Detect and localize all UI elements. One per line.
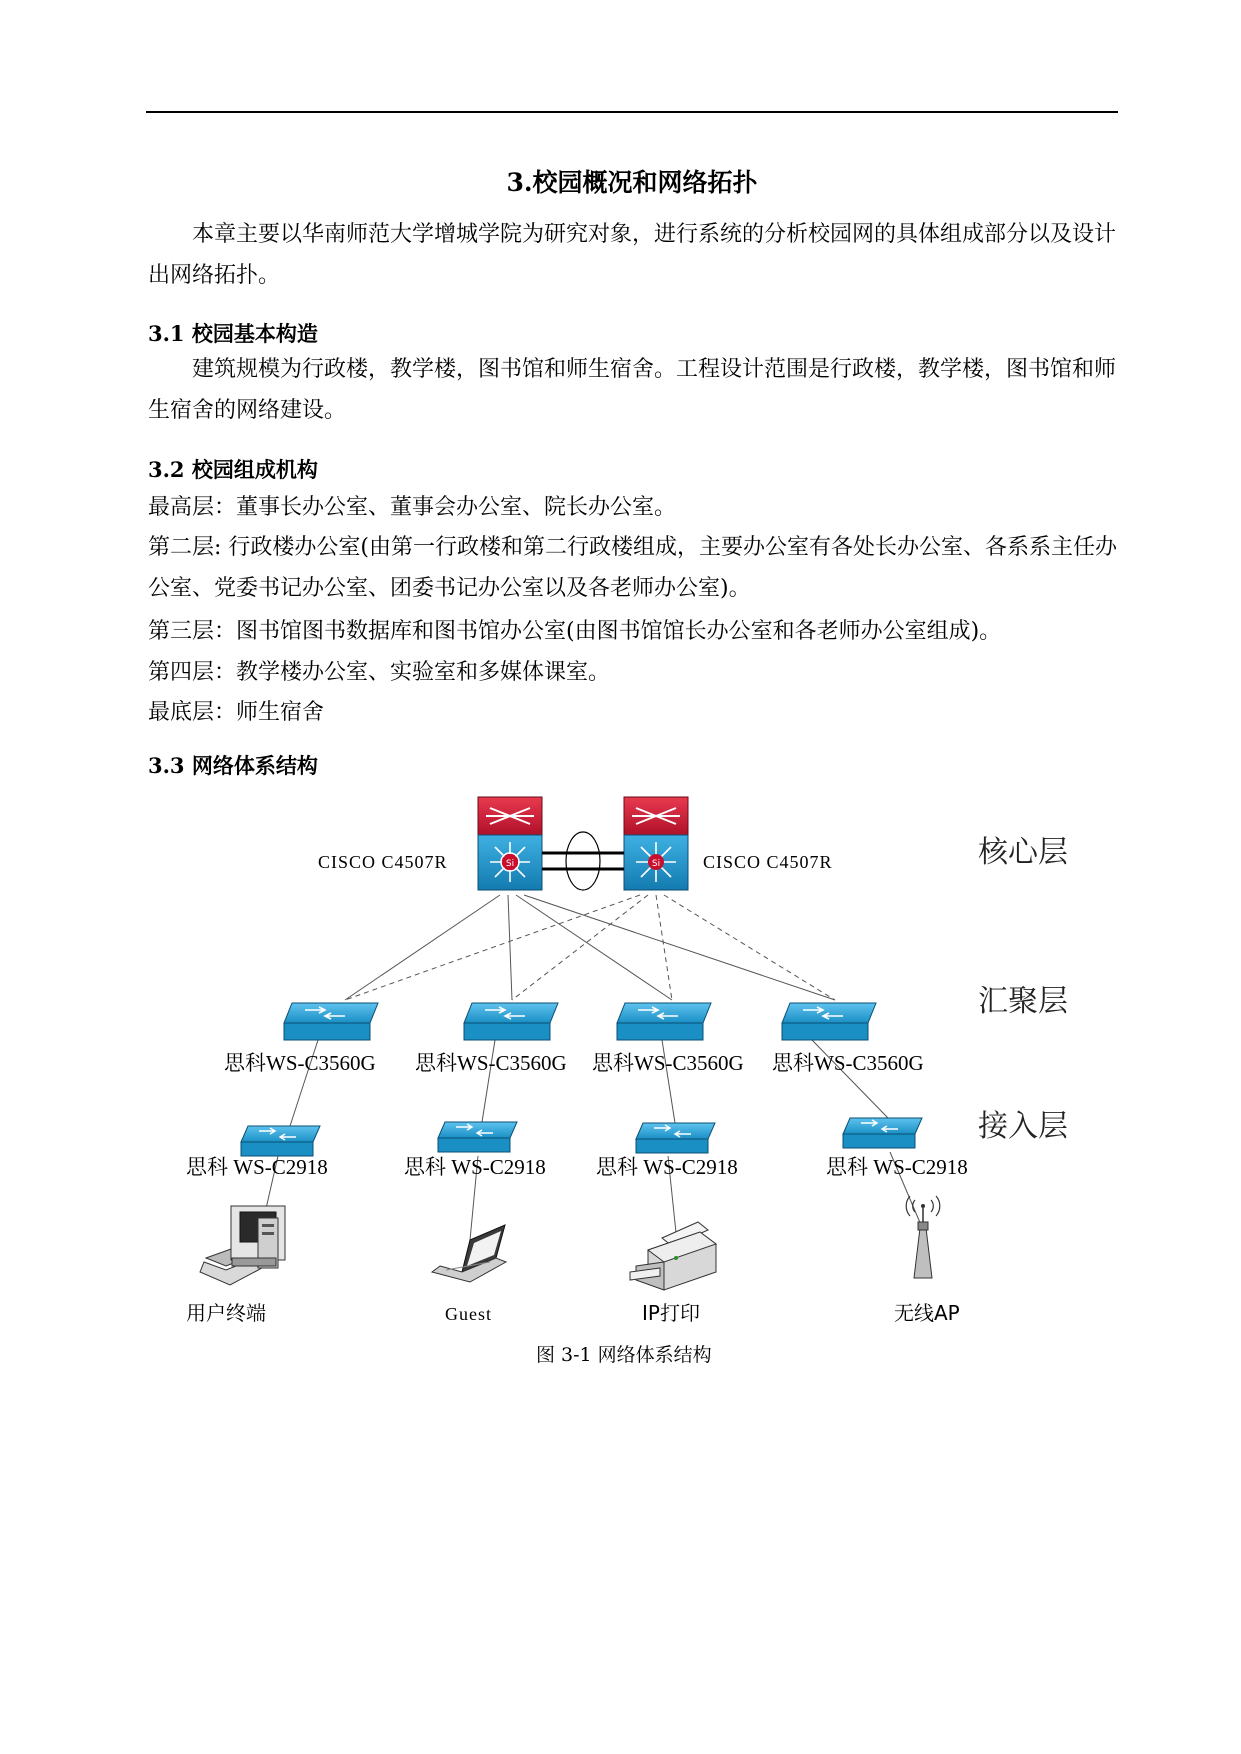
org-line-2: 第二层: 行政楼办公室(由第一行政楼和第二行政楼组成，主要办公室有各处长办公室、各系系主任办公室、党委书记办公室、团委书记办公室以及各老师办公室)。 — [148, 535, 1117, 601]
intro-paragraph: 本章主要以华南师范大学增城学院为研究对象，进行系统的分析校园网的具体组成部分以及设计出网络拓扑。 — [148, 222, 1117, 288]
link-core1-dist3 — [516, 895, 672, 1000]
access-label-2: 思科 WS-C2918 — [404, 1155, 546, 1179]
access-label-4: 思科 WS-C2918 — [826, 1155, 968, 1179]
link-core1-dist2 — [508, 895, 512, 1000]
distribution-label-2: 思科WS-C3560G — [415, 1051, 567, 1075]
endpoint-label-ip-print: IP打印 — [642, 1301, 700, 1325]
link-core1-dist1 — [345, 895, 500, 1000]
wireless-ap-icon — [906, 1196, 940, 1278]
org-line-3: 第三层：图书馆图书数据库和图书馆办公室(由图书馆馆长办公室和各老师办公室组成)。 — [148, 619, 1002, 644]
core-switch-2 — [624, 797, 688, 890]
core-to-distribution-links — [345, 895, 835, 1000]
core-interconnect — [542, 853, 624, 869]
backup-links — [345, 895, 835, 1000]
access-switch-3 — [636, 1123, 715, 1153]
section-3-1-title: 3.1 校园基本构造 — [148, 321, 318, 346]
distribution-label-1: 思科WS-C3560G — [224, 1051, 376, 1075]
core-label-2: CISCO C4507R — [703, 852, 833, 872]
distribution-label-4: 思科WS-C3560G — [772, 1051, 924, 1075]
distribution-switch-2 — [464, 1003, 558, 1040]
chapter-title: 3.校园概况和网络拓扑 — [506, 168, 758, 197]
layer-label-access: 接入层 — [978, 1109, 1068, 1144]
access-label-3: 思科 WS-C2918 — [596, 1155, 738, 1179]
link-core2-dist4 — [664, 895, 835, 1000]
access-switch-1 — [241, 1126, 320, 1156]
printer-icon — [630, 1222, 716, 1290]
access-switch-2 — [438, 1122, 517, 1152]
svg-text:Si: Si — [651, 859, 661, 869]
figure-caption: 图 3-1 网络体系结构 — [536, 1344, 712, 1366]
layer-label-core: 核心层 — [978, 835, 1068, 870]
org-line-4: 第四层：教学楼办公室、实验室和多媒体课室。 — [148, 660, 611, 685]
section-3-3-title: 3.3 网络体系结构 — [148, 753, 318, 778]
etherchannel-ellipse — [566, 832, 600, 890]
section-3-2-title: 3.2 校园组成机构 — [148, 457, 318, 482]
endpoint-label-guest: Guest — [445, 1304, 492, 1324]
layer-label-distribution: 汇聚层 — [978, 984, 1068, 1019]
distribution-switch-4 — [782, 1003, 876, 1040]
access-switch-4 — [843, 1118, 922, 1148]
org-line-1: 最高层：董事长办公室、董事会办公室、院长办公室。 — [148, 495, 677, 520]
endpoint-label-user-terminal: 用户终端 — [186, 1301, 266, 1325]
link-core2-dist3 — [656, 895, 672, 1000]
link-core2-dist1 — [345, 895, 640, 1000]
link-core2-dist2 — [512, 895, 648, 1000]
access-label-1: 思科 WS-C2918 — [186, 1155, 328, 1179]
endpoint-label-wireless-ap: 无线AP — [894, 1301, 960, 1325]
svg-text:Si: Si — [505, 859, 515, 869]
section-3-1-body: 建筑规模为行政楼，教学楼，图书馆和师生宿舍。工程设计范围是行政楼，教学楼，图书馆和师生宿舍的网络建设。 — [148, 357, 1117, 423]
distribution-switch-3 — [617, 1003, 711, 1040]
org-line-5: 最底层：师生宿舍 — [148, 700, 325, 725]
desktop-computer-icon — [200, 1206, 285, 1285]
link-core1-dist4 — [524, 895, 835, 1000]
core-label-1: CISCO C4507R — [318, 852, 448, 872]
core-switch-1 — [478, 797, 542, 890]
laptop-icon — [432, 1225, 506, 1282]
distribution-label-3: 思科WS-C3560G — [592, 1051, 744, 1075]
distribution-switch-1 — [284, 1003, 378, 1040]
